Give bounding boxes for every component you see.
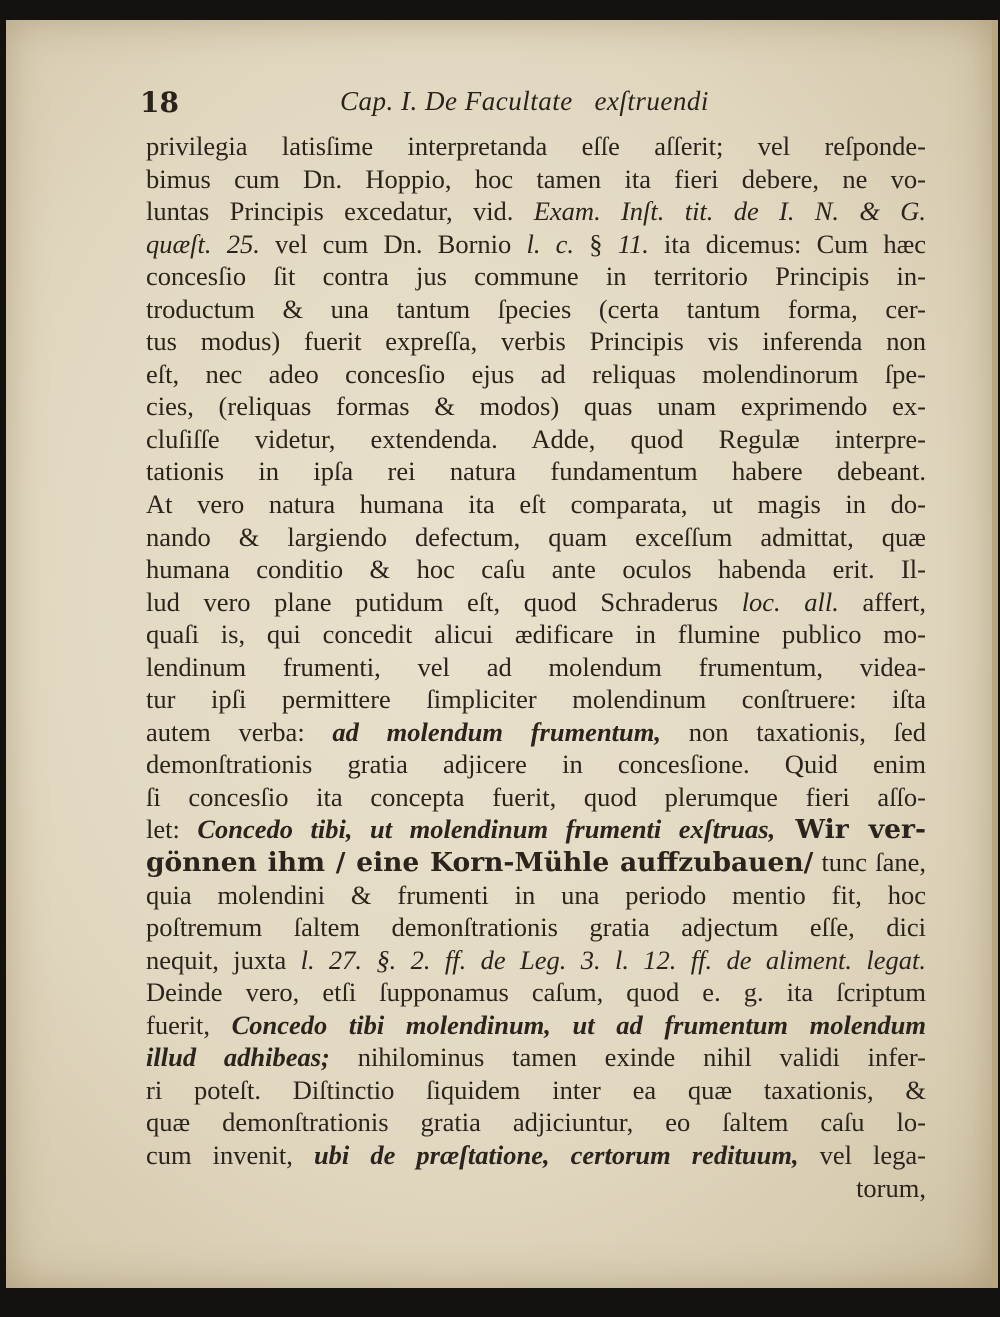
text-segment: cluſiſſe videtur, extendenda. Adde, quod Regulæ interpre- <box>146 423 926 454</box>
text-line <box>146 813 926 846</box>
text-segment: cum invenit, <box>146 1139 314 1170</box>
chapter-heading: Cap. I. De Facultate exſtruendi <box>340 86 709 116</box>
text-line <box>146 260 926 293</box>
text-segment: torum, <box>856 1172 926 1203</box>
body-text <box>146 130 926 1204</box>
text-line <box>146 163 926 196</box>
text-segment: nequit, juxta <box>146 944 301 975</box>
text-line <box>146 1074 926 1107</box>
text-line <box>146 618 926 651</box>
text-segment: lud vero plane putidum eſt, quod Schraderus <box>146 586 742 617</box>
text-segment: tus modus) fuerit expreſſa, verbis Principis vis inferenda non <box>146 326 926 357</box>
text-segment: fuerit, <box>146 1009 232 1040</box>
text-segment: tunc ſane, <box>813 847 926 878</box>
text-segment: concesſio ſit contra jus commune in territorio Principis in- <box>146 261 926 292</box>
text-line <box>146 944 926 977</box>
text-segment: eſt, nec adeo concesſio ejus ad reliquas molendinorum ſpe- <box>146 358 926 389</box>
text-segment: nando & largiendo defectum, quam exceſſum admittat, quæ <box>146 521 926 552</box>
text-line <box>146 651 926 684</box>
text-line <box>146 1106 926 1139</box>
text-segment: cies, (reliquas formas & modos) quas unam exprimendo ex- <box>146 391 926 422</box>
text-segment: vel lega- <box>798 1139 926 1170</box>
text-segment: § <box>574 228 618 259</box>
text-line <box>146 488 926 521</box>
text-line <box>146 358 926 391</box>
text-line <box>146 130 926 163</box>
text-segment: ſi concesſio ita concepta fuerit, quod plerumque fieri aſſo- <box>146 781 926 812</box>
text-line <box>146 748 926 781</box>
page-number: 18 <box>140 86 179 119</box>
text-segment: 11. <box>617 228 649 259</box>
text-segment: Deinde vero, etſi ſupponamus caſum, quod e. g. ita ſcriptum <box>146 977 926 1008</box>
text-segment: tur ipſi permittere ſimpliciter molendinum conſtruere: iſta <box>146 684 926 715</box>
text-line <box>146 1009 926 1042</box>
text-segment: gönnen ihm / eine Korn-Mühle auffzubauen/ <box>146 847 814 879</box>
text-segment: quæſt. 25. <box>146 228 260 259</box>
text-segment: luntas Principis excedatur, vid. <box>146 196 534 227</box>
running-head <box>0 86 1000 126</box>
text-line <box>146 325 926 358</box>
text-line <box>146 911 926 944</box>
text-segment: nihilominus tamen exinde nihil validi infer- <box>329 1042 926 1073</box>
text-line <box>146 228 926 261</box>
text-line <box>146 976 926 1009</box>
text-segment: bimus cum Dn. Hoppio, hoc tamen ita fieri debere, ne vo- <box>146 163 926 194</box>
text-segment: lendinum frumenti, vel ad molendum frumentum, videa- <box>146 651 926 682</box>
text-line <box>146 683 926 716</box>
text-line <box>146 781 926 814</box>
text-line <box>146 586 926 619</box>
text-line <box>146 423 926 456</box>
text-segment: poſtremum ſaltem demonſtrationis gratia adjectum eſſe, dici <box>146 912 926 943</box>
text-line <box>146 455 926 488</box>
text-segment: Concedo tibi molendinum, ut ad frumentum molendum <box>231 1009 926 1040</box>
text-segment: ita dicemus: Cum hæc <box>648 228 927 259</box>
text-segment: l. 27. §. 2. ff. de Leg. 3. l. 12. ff. de aliment. legat. <box>300 944 926 975</box>
text-line <box>146 521 926 554</box>
text-segment: ubi de præſtatione, certorum redituum, <box>313 1139 799 1170</box>
text-segment: Exam. Inſt. tit. de I. N. & G. <box>533 196 926 227</box>
text-segment: privilegia latisſime interpretanda eſſe aſſerit; vel reſponde- <box>146 131 926 161</box>
text-line <box>146 1041 926 1074</box>
text-line <box>146 1139 926 1172</box>
text-segment: let: <box>146 814 198 845</box>
text-line <box>146 553 926 586</box>
text-segment: affert, <box>838 586 926 617</box>
text-line <box>146 879 926 912</box>
text-line <box>146 846 926 879</box>
text-segment: vel cum Dn. Bornio <box>259 228 527 259</box>
text-segment: non taxationis, ſed <box>661 716 926 747</box>
text-segment: Concedo tibi, ut molendinum frumenti exſtruas, <box>197 814 776 845</box>
text-segment: Wir ver- <box>775 814 926 846</box>
text-line <box>146 716 926 749</box>
text-segment: quia molendini & frumenti in una periodo mentio fit, hoc <box>146 879 926 910</box>
text-segment: At vero natura humana ita eſt comparata, ut magis in do- <box>146 489 926 520</box>
text-line <box>146 1172 926 1205</box>
text-segment: tationis in ipſa rei natura fundamentum habere debeant. <box>146 456 926 487</box>
text-segment: quaſi is, qui concedit alicui ædificare in flumine publico mo- <box>146 619 926 650</box>
text-line <box>146 390 926 423</box>
text-segment: ad molendum frumentum, <box>332 716 662 747</box>
text-segment: l. c. <box>526 228 575 259</box>
text-segment: illud adhibeas; <box>146 1042 330 1073</box>
text-segment: troductum & una tantum ſpecies (certa tantum forma, cer- <box>146 293 926 324</box>
text-segment: autem verba: <box>146 716 333 747</box>
text-segment: ri poteſt. Diſtinctio ſiquidem inter ea quæ taxationis, & <box>146 1074 926 1105</box>
text-line <box>146 195 926 228</box>
text-segment: loc. all. <box>741 586 839 617</box>
text-line <box>146 293 926 326</box>
text-segment: quæ demonſtrationis gratia adjiciuntur, eo ſaltem caſu lo- <box>146 1107 926 1138</box>
text-segment: humana conditio & hoc caſu ante oculos habenda erit. Il- <box>146 554 926 585</box>
text-segment: demonſtrationis gratia adjicere in concesſione. Quid enim <box>146 749 926 780</box>
